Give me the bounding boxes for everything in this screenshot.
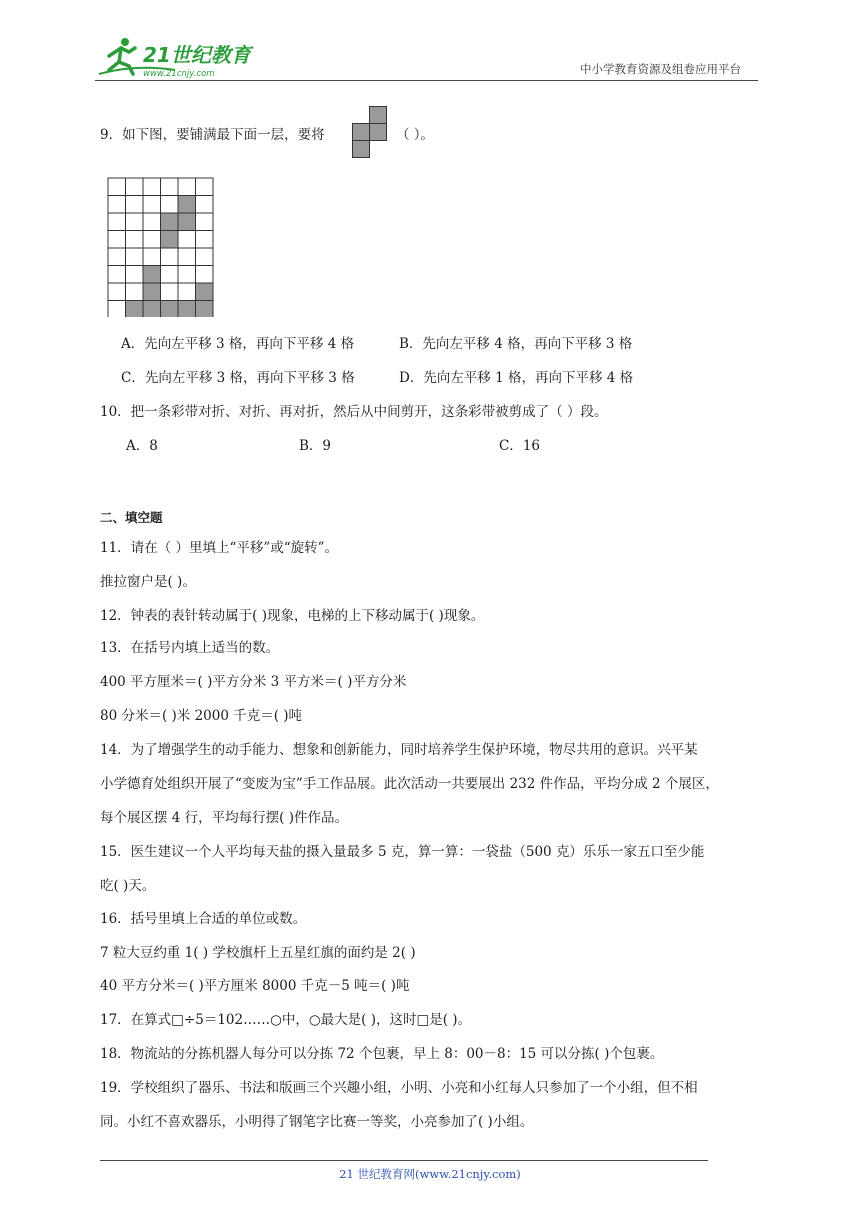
grid-cell-shaded: [196, 301, 214, 318]
q13-text: 13．在括号内填上适当的数。: [100, 640, 280, 656]
runner-logo-icon: [95, 34, 260, 80]
grid-cell: [108, 248, 126, 266]
grid-cell: [161, 266, 179, 284]
q9-text: 9．如下图，要铺满最下面一层，要将: [100, 127, 325, 143]
q12-text: 12．钟表的表针转动属于( )现象，电梯的上下移动属于( )现象。: [100, 608, 485, 624]
svg-text:www.21cnjy.com: www.21cnjy.com: [143, 69, 215, 79]
q13-item-2: 80 分米＝( )米 2000 千克＝( )吨: [100, 708, 303, 724]
grid-cell: [196, 213, 214, 231]
grid-cell: [161, 196, 179, 214]
grid-cell-shaded: [196, 283, 214, 301]
footer-divider: [100, 1160, 708, 1161]
section-title: 二、填空题: [100, 510, 163, 525]
platform-name: 中小学教育资源及组卷应用平台: [580, 62, 741, 76]
grid-cell: [126, 213, 144, 231]
grid-cell: [108, 301, 126, 318]
grid-cell: [108, 266, 126, 284]
q15-line-1: 15．医生建议一个人平均每天盐的摄入量最多 5 克，算一算：一袋盐（500 克）乐乐一家五口至少能: [100, 844, 705, 860]
grid-cell: [108, 231, 126, 249]
q10-option-b[interactable]: B．9: [299, 438, 332, 454]
grid-cell: [196, 231, 214, 249]
q9-blank: （ ）。: [396, 127, 435, 143]
q9-option-d[interactable]: D．先向左平移 1 格，再向下平移 4 格: [399, 370, 634, 386]
grid-cell: [126, 266, 144, 284]
grid-cell: [143, 178, 161, 196]
grid-cell: [178, 178, 196, 196]
q14-line-2: 小学德育处组织开展了“变废为宝”手工作品展。此次活动一共要展出 232 件作品，平均分成 2 个展区，: [100, 776, 719, 792]
q19-line-2: 同。小红不喜欢器乐，小明得了钢笔字比赛一等奖，小亮参加了( )小组。: [100, 1114, 534, 1130]
grid-cell: [126, 283, 144, 301]
grid-cell: [161, 248, 179, 266]
grid-cell: [161, 178, 179, 196]
grid-cell-shaded: [178, 213, 196, 231]
q14-line-1: 14．为了增强学生的动手能力、想象和创新能力，同时培养学生保护环境，物尽共用的意识。兴平某: [100, 742, 698, 758]
grid-cell: [196, 196, 214, 214]
grid-cell-shaded: [126, 301, 144, 318]
grid-cell: [143, 248, 161, 266]
tiling-grid: [107, 177, 215, 321]
svg-text:21世纪教育: 21世纪教育: [143, 43, 251, 67]
q11-text: 11．请在（ ）里填上“平移”或“旋转”。: [100, 540, 339, 556]
q16-item-1: 7 粒大豆约重 1( ) 学校旗杆上五星红旗的面约是 2( ): [100, 945, 416, 961]
q10-option-c[interactable]: C．16: [499, 438, 541, 454]
grid-cell: [126, 248, 144, 266]
q18-text: 18．物流站的分拣机器人每分可以分拣 72 个包裹，早上 8：00－8：15 可以分拣( )个包裹。: [100, 1046, 664, 1062]
grid-cell-shaded: [161, 213, 179, 231]
grid-cell: [143, 213, 161, 231]
grid-cell-shaded: [178, 196, 196, 214]
q10-text: 10．把一条彩带对折、对折、再对折，然后从中间剪开，这条彩带被剪成了（ ）段。: [100, 404, 608, 420]
grid-cell: [108, 283, 126, 301]
grid-cell: [178, 266, 196, 284]
q13-item-1: 400 平方厘米＝( )平方分米 3 平方米＝( )平方分米: [100, 674, 407, 690]
q19-line-1: 19．学校组织了器乐、书法和版画三个兴趣小组，小明、小亮和小红每人只参加了一个小组，但不相: [100, 1080, 698, 1096]
grid-cell: [143, 196, 161, 214]
logo: [95, 34, 260, 80]
q11-item: 推拉窗户是( )。: [100, 574, 196, 590]
q10-option-a[interactable]: A．8: [126, 438, 158, 454]
grid-cell-shaded: [143, 266, 161, 284]
q9-option-a[interactable]: A．先向左平移 3 格，再向下平移 4 格: [121, 336, 355, 352]
grid-cell-shaded: [161, 301, 179, 318]
header-divider: [95, 80, 758, 81]
grid-cell: [108, 178, 126, 196]
q17-text: 17．在算式□÷5＝102……○中，○最大是( )，这时□是( )。: [100, 1012, 472, 1028]
footer-link[interactable]: 21 世纪教育网(www.21cnjy.com): [339, 1167, 521, 1181]
grid-cell: [178, 283, 196, 301]
grid-cell: [108, 196, 126, 214]
q9-option-c[interactable]: C．先向左平移 3 格，再向下平移 3 格: [121, 370, 355, 386]
grid-cell: [161, 283, 179, 301]
q16-text: 16．括号里填上合适的单位或数。: [100, 911, 307, 927]
grid-cell-shaded: [161, 231, 179, 249]
q15-line-2: 吃( )天。: [100, 878, 156, 894]
shape-piece: [352, 106, 388, 166]
grid-cell: [196, 178, 214, 196]
q9-option-b[interactable]: B．先向左平移 4 格，再向下平移 3 格: [399, 336, 633, 352]
grid-cell-shaded: [143, 301, 161, 318]
q16-item-2: 40 平方分米＝( )平方厘米 8000 千克－5 吨＝( )吨: [100, 978, 410, 994]
grid-cell-shaded: [143, 283, 161, 301]
grid-cell: [108, 213, 126, 231]
grid-cell-shaded: [178, 301, 196, 318]
grid-cell: [126, 196, 144, 214]
grid-cell: [143, 231, 161, 249]
grid-cell: [178, 248, 196, 266]
q14-line-3: 每个展区摆 4 行，平均每行摆( )件作品。: [100, 810, 348, 826]
grid-cell: [196, 266, 214, 284]
grid-cell: [178, 231, 196, 249]
grid-cell: [126, 178, 144, 196]
grid-cell: [126, 231, 144, 249]
grid-cell: [196, 248, 214, 266]
